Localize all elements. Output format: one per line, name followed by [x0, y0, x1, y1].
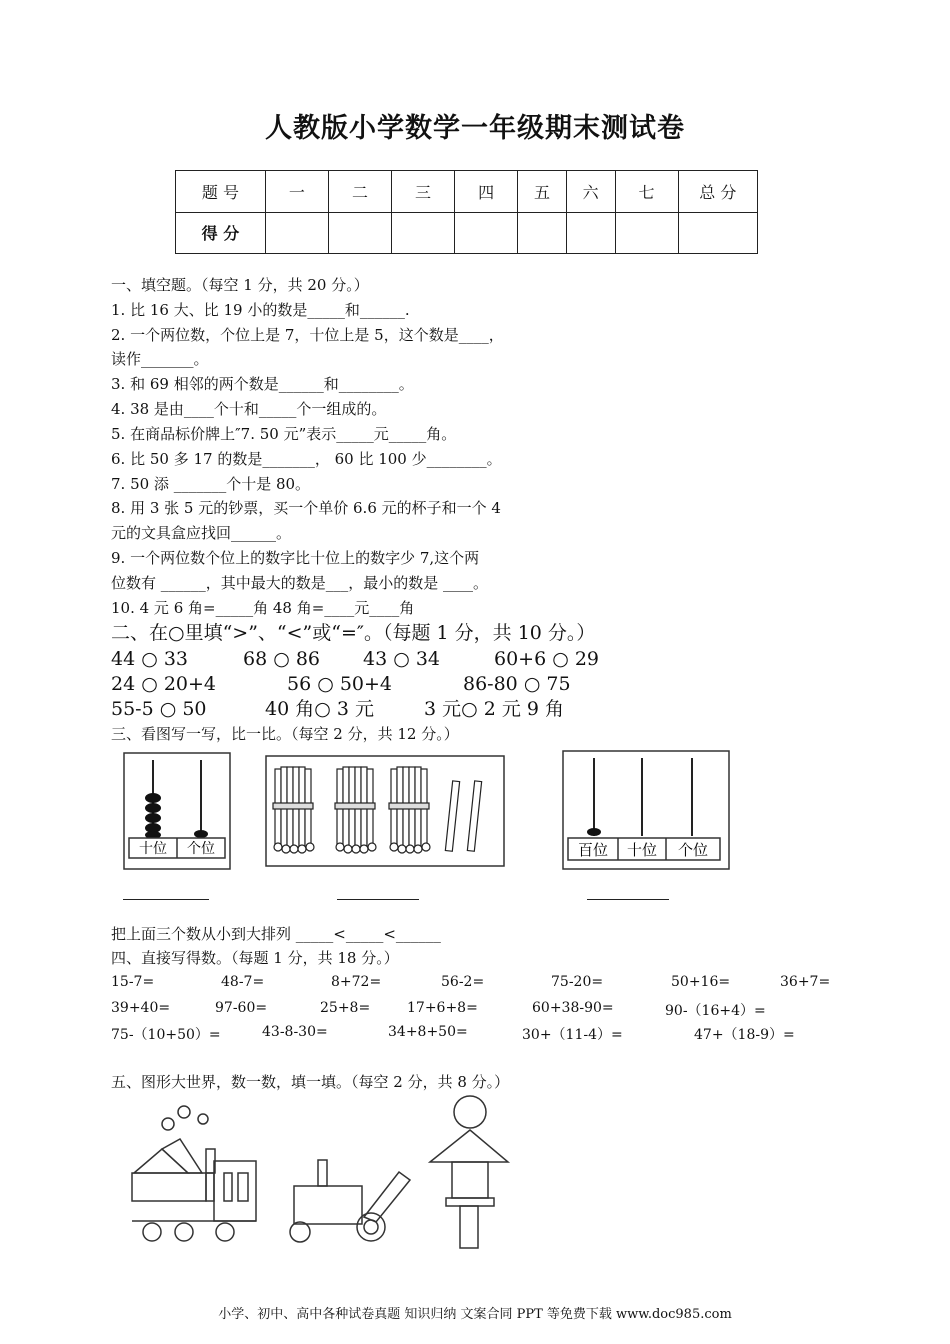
section-2-heading: 二、在○里填“>”、“<”或“=″。（每题 1 分，共 10 分。） [111, 622, 596, 644]
col-7: 七 [615, 171, 678, 213]
s4-item: 50+16= [671, 974, 731, 990]
s1-line: 3. 和 69 相邻的两个数是______和________。 [111, 375, 414, 393]
abacus-tens-ones [123, 752, 231, 870]
abacus2-label: 十位 [626, 841, 658, 859]
s2-item: 44 ○ 33 [111, 648, 189, 670]
col-4: 四 [455, 171, 518, 213]
s2-item: 55-5 ○ 50 [111, 698, 207, 720]
section-5-heading: 五、图形大世界，数一数，填一填。（每空 2 分，共 8 分。） [111, 1073, 510, 1091]
s4-item: 15-7= [111, 974, 155, 990]
s4-item: 47+（18-9）= [694, 1027, 795, 1043]
s4-item: 36+7= [780, 974, 831, 990]
s1-line: 5. 在商品标价牌上″7. 50 元”表示_____元_____角。 [111, 425, 457, 443]
score-table-score-row [176, 212, 758, 254]
col-5: 五 [518, 171, 567, 213]
page-title: 人教版小学数学一年级期末测试卷 [265, 113, 685, 144]
s4-item: 17+6+8= [407, 1000, 478, 1016]
s2-item: 3 元○ 2 元 9 角 [424, 698, 565, 720]
s2-item: 60+6 ○ 29 [494, 648, 600, 670]
section-1-heading: 一、填空题。（每空 1 分，共 20 分。） [111, 276, 369, 294]
score-cell[interactable] [392, 212, 455, 254]
section-4-heading: 四、直接写得数。（每题 1 分，共 18 分。） [111, 949, 399, 967]
shapes-figures-image [120, 1092, 640, 1254]
header-label: 题 号 [176, 171, 266, 213]
stick-bundle [273, 767, 314, 853]
s1-line: 元的文具盒应找回______。 [111, 524, 292, 542]
s1-line: 2. 一个两位数，个位上是 7，十位上是 5，这个数是____， [111, 326, 504, 344]
s4-item: 8+72= [331, 974, 382, 990]
train-figure [132, 1106, 256, 1241]
score-cell[interactable] [518, 212, 567, 254]
score-cell[interactable] [615, 212, 678, 254]
single-stick [445, 781, 459, 851]
score-label: 得 分 [176, 212, 266, 254]
section-3-heading: 三、看图写一写，比一比。（每空 2 分，共 12 分。） [111, 725, 459, 743]
s2-item: 43 ○ 34 [363, 648, 441, 670]
person-figure [430, 1096, 508, 1248]
footer: 小学、初中、高中各种试卷真题 知识归纳 文案合同 PPT 等免费下载 www.doc985.com [218, 1307, 732, 1322]
score-table [175, 170, 758, 254]
stick-bundle [335, 767, 376, 853]
s4-item: 97-60= [215, 1000, 268, 1016]
s1-line: 9. 一个两位数个位上的数字比十位上的数字少 7,这个两 [111, 549, 480, 567]
stick-bundle [389, 767, 430, 853]
s2-item: 68 ○ 86 [243, 648, 321, 670]
col-3: 三 [392, 171, 455, 213]
s4-item: 30+（11-4）= [522, 1027, 623, 1043]
s1-line: 7. 50 添 _______个十是 80。 [111, 475, 311, 493]
s4-item: 75-（10+50）= [111, 1027, 221, 1043]
single-stick [467, 781, 481, 851]
score-cell[interactable] [265, 212, 328, 254]
s1-line: 8. 用 3 张 5 元的钞票，买一个单价 6.6 元的杯子和一个 4 [111, 499, 501, 517]
s4-item: 34+8+50= [388, 1024, 468, 1040]
s1-line: 读作_______。 [111, 350, 209, 368]
abacus2-label: 个位 [677, 841, 709, 859]
answer-blank[interactable] [337, 899, 419, 900]
s2-item: 40 角○ 3 元 [265, 698, 374, 720]
score-cell[interactable] [328, 212, 391, 254]
s4-item: 90-（16+4）= [665, 1003, 766, 1019]
abacus2-label: 百位 [577, 841, 609, 859]
s1-line: 位数有 ______，其中最大的数是___，最小的数是 ____。 [111, 574, 489, 592]
s2-item: 86-80 ○ 75 [463, 673, 571, 695]
col-6: 六 [566, 171, 615, 213]
s2-item: 24 ○ 20+4 [111, 673, 217, 695]
score-cell[interactable] [455, 212, 518, 254]
s2-item: 56 ○ 50+4 [287, 673, 393, 695]
s4-item: 43-8-30= [262, 1024, 328, 1040]
s1-line: 1. 比 16 大、比 19 小的数是_____和______. [111, 301, 410, 319]
s4-item: 25+8= [320, 1000, 371, 1016]
s1-line: 10. 4 元 6 角=_____角 48 角=____元____角 [111, 599, 415, 617]
abacus-hundreds-tens-ones [562, 750, 730, 870]
answer-blank[interactable] [587, 899, 669, 900]
s4-item: 56-2= [441, 974, 485, 990]
compare-line: 把上面三个数从小到大排列 _____<_____<______ [111, 925, 441, 943]
answer-blank[interactable] [123, 899, 209, 900]
col-2: 二 [328, 171, 391, 213]
s4-item: 39+40= [111, 1000, 171, 1016]
col-1: 一 [265, 171, 328, 213]
s4-item: 60+38-90= [532, 1000, 614, 1016]
abacus1-label: 个位 [187, 841, 215, 857]
abacus1-label: 十位 [139, 841, 167, 857]
tractor-figure [290, 1160, 410, 1242]
score-cell[interactable] [678, 212, 757, 254]
score-table-header-row [176, 171, 758, 213]
s4-item: 75-20= [551, 974, 604, 990]
stick-bundles-image [265, 755, 505, 867]
score-cell[interactable] [566, 212, 615, 254]
s1-line: 6. 比 50 多 17 的数是_______， 60 比 100 少________。 [111, 450, 502, 468]
s1-line: 4. 38 是由____个十和_____个一组成的。 [111, 400, 387, 418]
s4-item: 48-7= [221, 974, 265, 990]
col-total: 总 分 [678, 171, 757, 213]
